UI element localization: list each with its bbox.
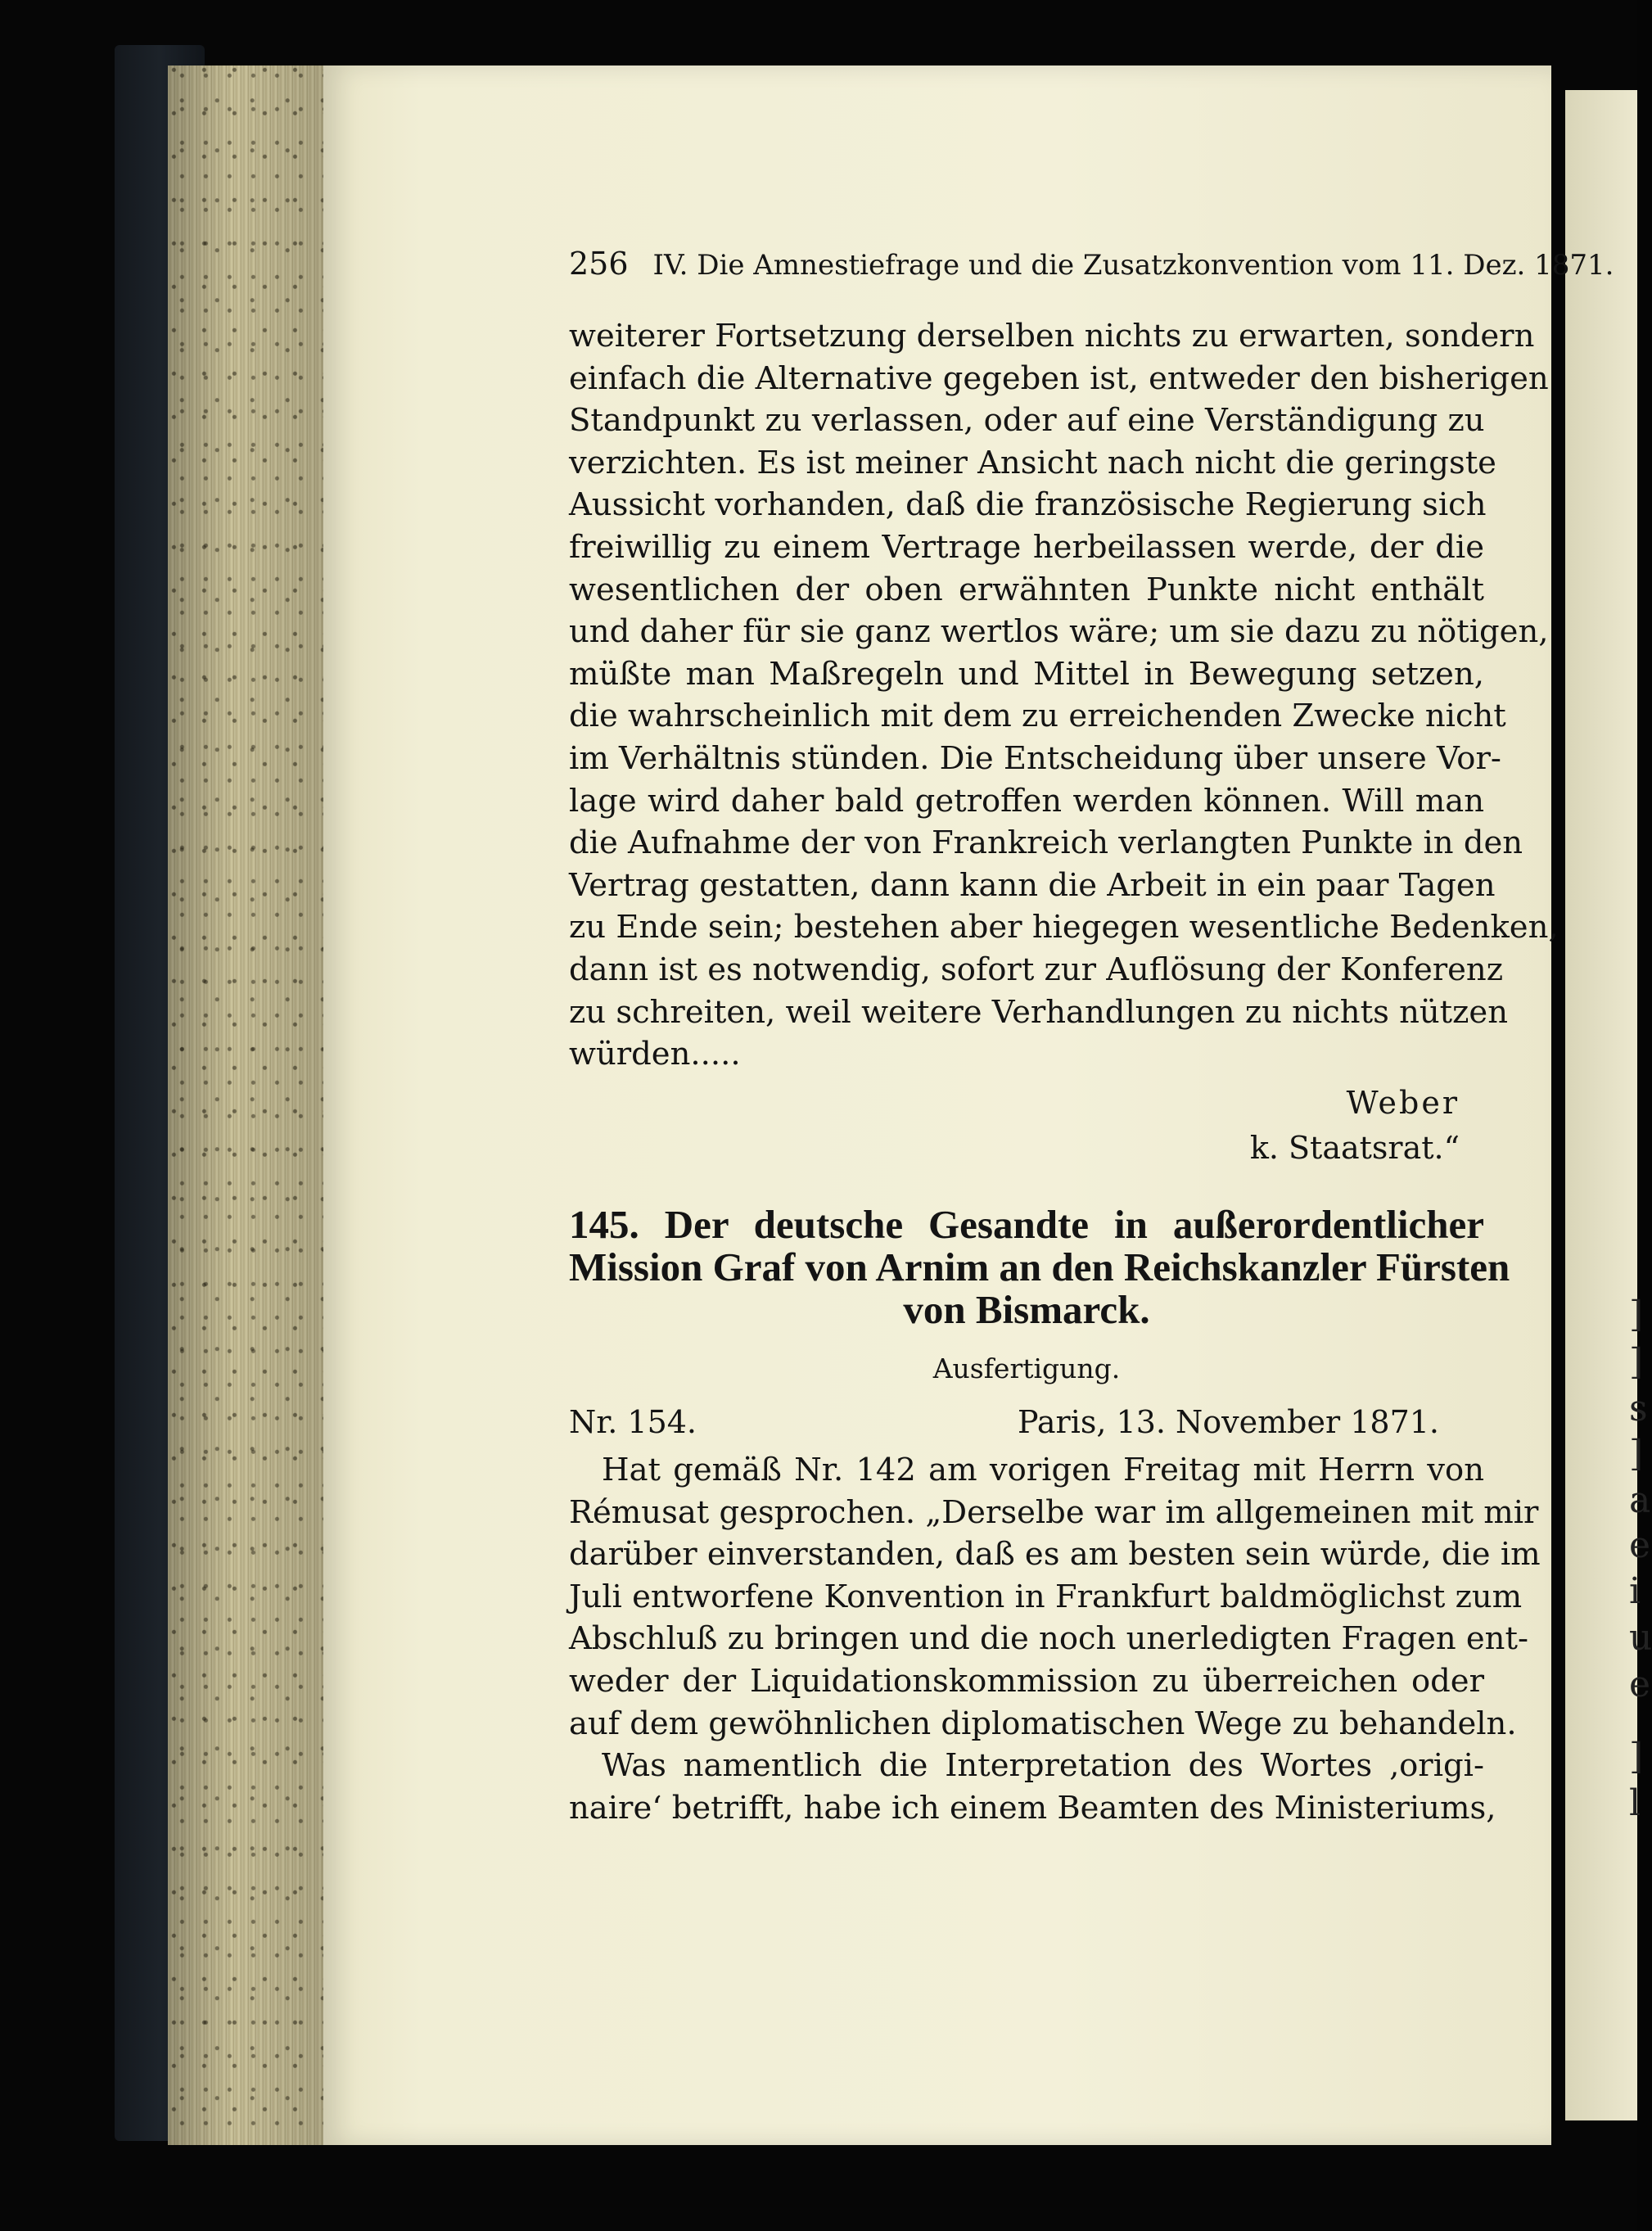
- text-line: müßte man Maßregeln und Mittel in Bewegung setzen,: [569, 655, 1484, 693]
- heading-line: 145. Der deutsche Gesandte in außerordentlicher: [569, 1202, 1484, 1247]
- facing-page-fragment: ]: [1629, 1433, 1644, 1475]
- report-body: [569, 1449, 1541, 1829]
- text-line: naire‘ betrifft, habe ich einem Beamten des Ministeriums,: [569, 1789, 1496, 1827]
- page-edges: [168, 65, 332, 2145]
- text-line: würden.....: [569, 1036, 741, 1073]
- signatory-name: Weber: [1346, 1084, 1460, 1121]
- signature-block: [569, 1081, 1484, 1171]
- facing-page-fragment: ]: [1629, 1294, 1644, 1335]
- facing-page-fragment: e: [1629, 1664, 1651, 1705]
- running-header: [569, 246, 1614, 282]
- text-line: Was namentlich die Interpretation des Wortes ‚origi-: [602, 1747, 1484, 1785]
- text-line: lage wird daher bald getroffen werden können. Will man: [569, 782, 1484, 820]
- text-line: die wahrscheinlich mit dem zu erreichenden Zwecke nicht: [569, 698, 1506, 735]
- text-line: weiterer Fortsetzung derselben nichts zu erwarten, sondern: [569, 318, 1535, 355]
- heading-line: Mission Graf von Arnim an den Reichskanzler Fürsten: [569, 1244, 1510, 1289]
- facing-page-fragment: ]: [1629, 1341, 1644, 1383]
- text-line: freiwillig zu einem Vertrage herbeilassen werde, der die: [569, 528, 1484, 566]
- facing-page-fragment: s: [1629, 1388, 1648, 1429]
- page-number: 256: [569, 246, 629, 282]
- text-line: im Verhältnis stünden. Die Entscheidung über unsere Vor-: [569, 739, 1501, 777]
- facing-page-fragment: e: [1629, 1524, 1651, 1566]
- text-line: Hat gemäß Nr. 142 am vorigen Freitag mit Herrn von: [602, 1452, 1484, 1488]
- text-line: Aussicht vorhanden, daß die französische Regierung sich: [569, 486, 1487, 524]
- text-line: zu Ende sein; bestehen aber hiegegen wesentliche Bedenken,: [569, 909, 1559, 946]
- text-line: verzichten. Es ist meiner Ansicht nach nicht die geringste: [569, 444, 1496, 481]
- facing-page-fragment: l: [1629, 1782, 1641, 1824]
- text-line: zu schreiten, weil weitere Verhandlungen zu nichts nützen: [569, 993, 1508, 1031]
- letter-body: [569, 315, 1559, 1171]
- facing-page-fragment: u: [1629, 1617, 1652, 1659]
- document-subheading: Ausfertigung.: [932, 1353, 1121, 1384]
- text-line: weder der Liquidationskommission zu überreichen oder: [569, 1662, 1484, 1700]
- text-line: Vertrag gestatten, dann kann die Arbeit in ein paar Tagen: [569, 866, 1496, 904]
- running-title: IV. Die Amnestiefrage und die Zusatzkonvention vom 11. Dez. 1871.: [652, 249, 1614, 282]
- facing-page-fragment: i: [1629, 1570, 1641, 1612]
- place-date: Paris, 13. November 1871.: [1018, 1404, 1439, 1440]
- text-line: darüber einverstanden, daß es am besten sein würde, die im: [569, 1536, 1541, 1574]
- text-line: die Aufnahme der von Frankreich verlangten Punkte in den: [569, 824, 1523, 862]
- facing-page-fragment: ]: [1629, 1736, 1644, 1777]
- text-line: auf dem gewöhnlichen diplomatischen Wege zu behandeln.: [569, 1705, 1517, 1742]
- facing-page: [1565, 90, 1652, 2120]
- document-number: Nr. 154.: [569, 1404, 697, 1440]
- text-line: dann ist es notwendig, sofort zur Auflösung der Konferenz: [569, 951, 1504, 988]
- facing-page-fragment: a: [1629, 1479, 1651, 1521]
- text-line: einfach die Alternative gegeben ist, entweder den bisherigen: [569, 359, 1549, 397]
- text-line: Rémusat gesprochen. „Derselbe war im allgemeinen mit mir: [569, 1493, 1539, 1531]
- text-line: Abschluß zu bringen und die noch unerledigten Fragen ent-: [569, 1620, 1528, 1658]
- text-line: Standpunkt zu verlassen, oder auf eine Verständigung zu: [569, 402, 1485, 440]
- text-line: Juli entworfene Konvention in Frankfurt baldmöglichst zum: [569, 1578, 1523, 1615]
- heading-line: von Bismarck.: [903, 1287, 1150, 1332]
- text-line: wesentlichen der oben erwähnten Punkte nicht enthält: [569, 571, 1484, 608]
- text-line: und daher für sie ganz wertlos wäre; um sie dazu zu nötigen,: [569, 613, 1549, 651]
- signatory-title: k. Staatsrat.“: [1249, 1129, 1460, 1166]
- dateline: [569, 1404, 1484, 1440]
- document-heading: [569, 1202, 1510, 1332]
